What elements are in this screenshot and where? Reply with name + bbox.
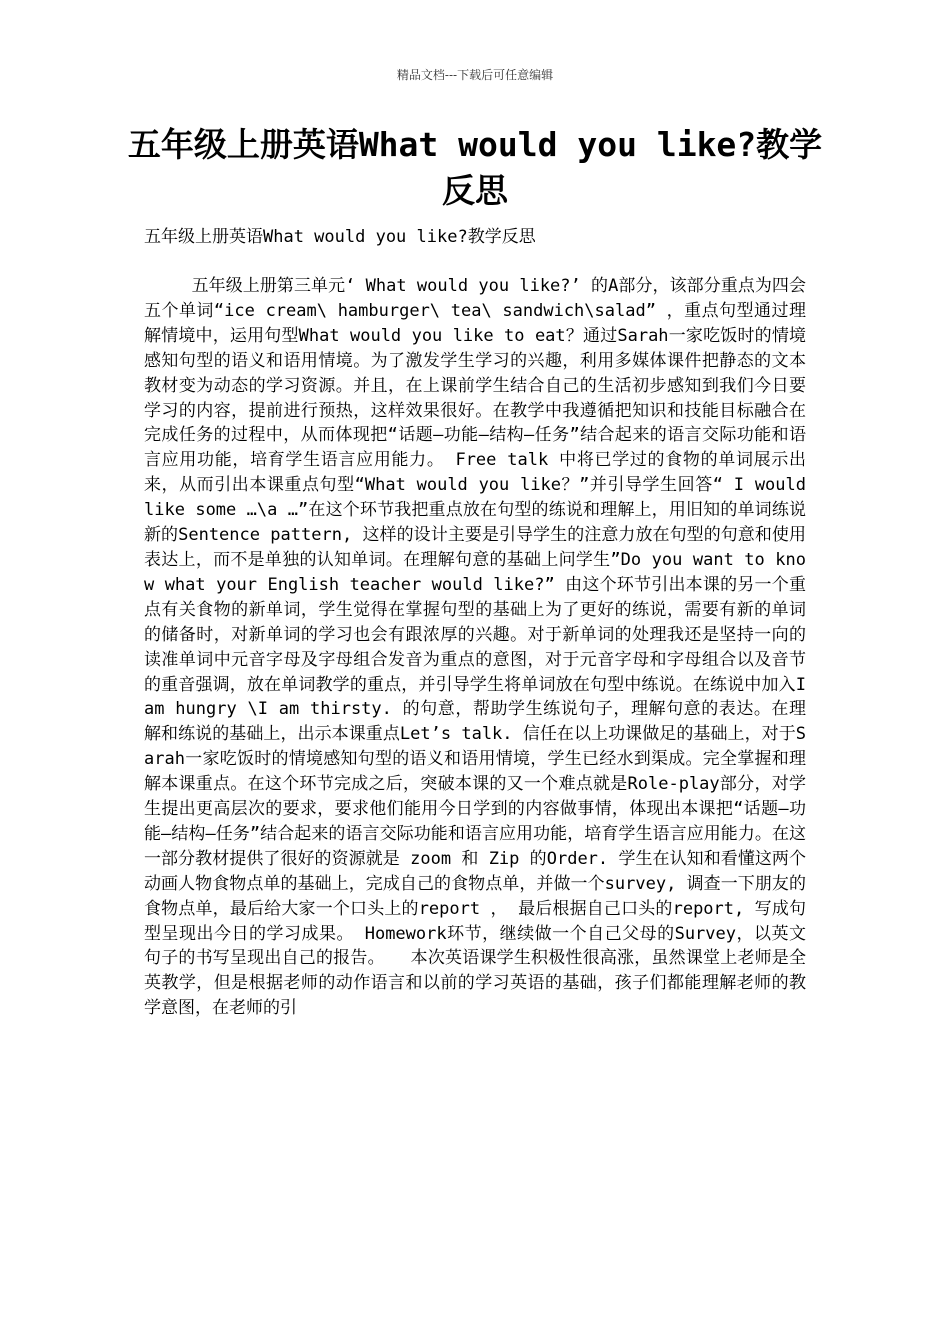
header-note: 精品文档---下载后可任意编辑: [396, 68, 554, 82]
document-title: 五年级上册英语What would you like?教学反思: [127, 125, 823, 210]
body-paragraph: 五年级上册第三单元‘ What would you like?’ 的A部分，该部分重点为四会五个单词“ice cream\ hamburger\ tea\ sandwich\salad” ，重点句型通过理解情境中，运用句型What would you like to eat？通过Sarah一家吃饭时的情境感知句型的语义和语用情境。为了激发学生学习的兴趣，利用多媒体课件把静态的文本教材变为动态的学习资源。并且，在上课前学生结合自己的生活初步感知到我们今日要学习的内容，提前进行预热，这样效果很好。在教学中我遵循把知识和技能目标融合在完成任务的过程中，从而体现把“话题—功能—结构—任务”结合起来的语言交际功能和语言应用功能，培育学生语言应用能力。 Free talk 中将已学过的食物的单词展示出来，从而引出本课重点句型“What would you like？”并引导学生回答“ I would like some …\a …”在这个环节我把重点放在句型的练说和理解上，用旧知的单词练说新的Sentence pattern, 这样的设计主要是引导学生的注意力放在句型的句意和使用表达上，而不是单独的认知单词。在理解句意的基础上问学生”Do you want to know what your English teacher would like?” 由这个环节引出本课的另一个重点有关食物的新单词，学生觉得在掌握句型的基础上为了更好的练说，需要有新的单词的储备时，对新单词的学习也会有跟浓厚的兴趣。对于新单词的处理我还是坚持一向的读准单词中元音字母及字母组合发音为重点的意图，对于元音字母和字母组合以及音节的重音强调，放在单词教学的重点，并引导学生将单词放在句型中练说。在练说中加入I am hungry \I am thirsty. 的句意，帮助学生练说句子，理解句意的表达。在理解和练说的基础上，出示本课重点Let’s talk. 信任在以上功课做足的基础上，对于Sarah一家吃饭时的情境感知句型的语义和语用情境，学生已经水到渠成。完全掌握和理解本课重点。在这个环节完成之后，突破本课的又一个难点就是Role-play部分，对学生提出更高层次的要求，要求他们能用今日学到的内容做事情，体现出本课把“话题—功能—结构—任务”结合起来的语言交际功能和语言应用功能，培育学生语言应用能力。在这一部分教材提供了很好的资源就是 zoom 和 Zip 的Order. 学生在认知和看懂这两个动画人物食物点单的基础上，完成自己的食物点单，并做一个survey, 调查一下朋友的食物点单，最后给大家一个口头上的report ， 最后根据自己口头的report, 写成句型呈现出今日的学习成果。 Homework环节，继续做一个自己父母的Survey，以英文句子的书写呈现出自己的报告。 本次英语课学生积极性很高涨，虽然课堂上老师是全英教学，但是根据老师的动作语言和以前的学习英语的基础，孩子们都能理解老师的教学意图，在老师的引: [144, 276, 806, 1019]
document-subtitle: 五年级上册英语What would you like?教学反思: [144, 227, 536, 247]
